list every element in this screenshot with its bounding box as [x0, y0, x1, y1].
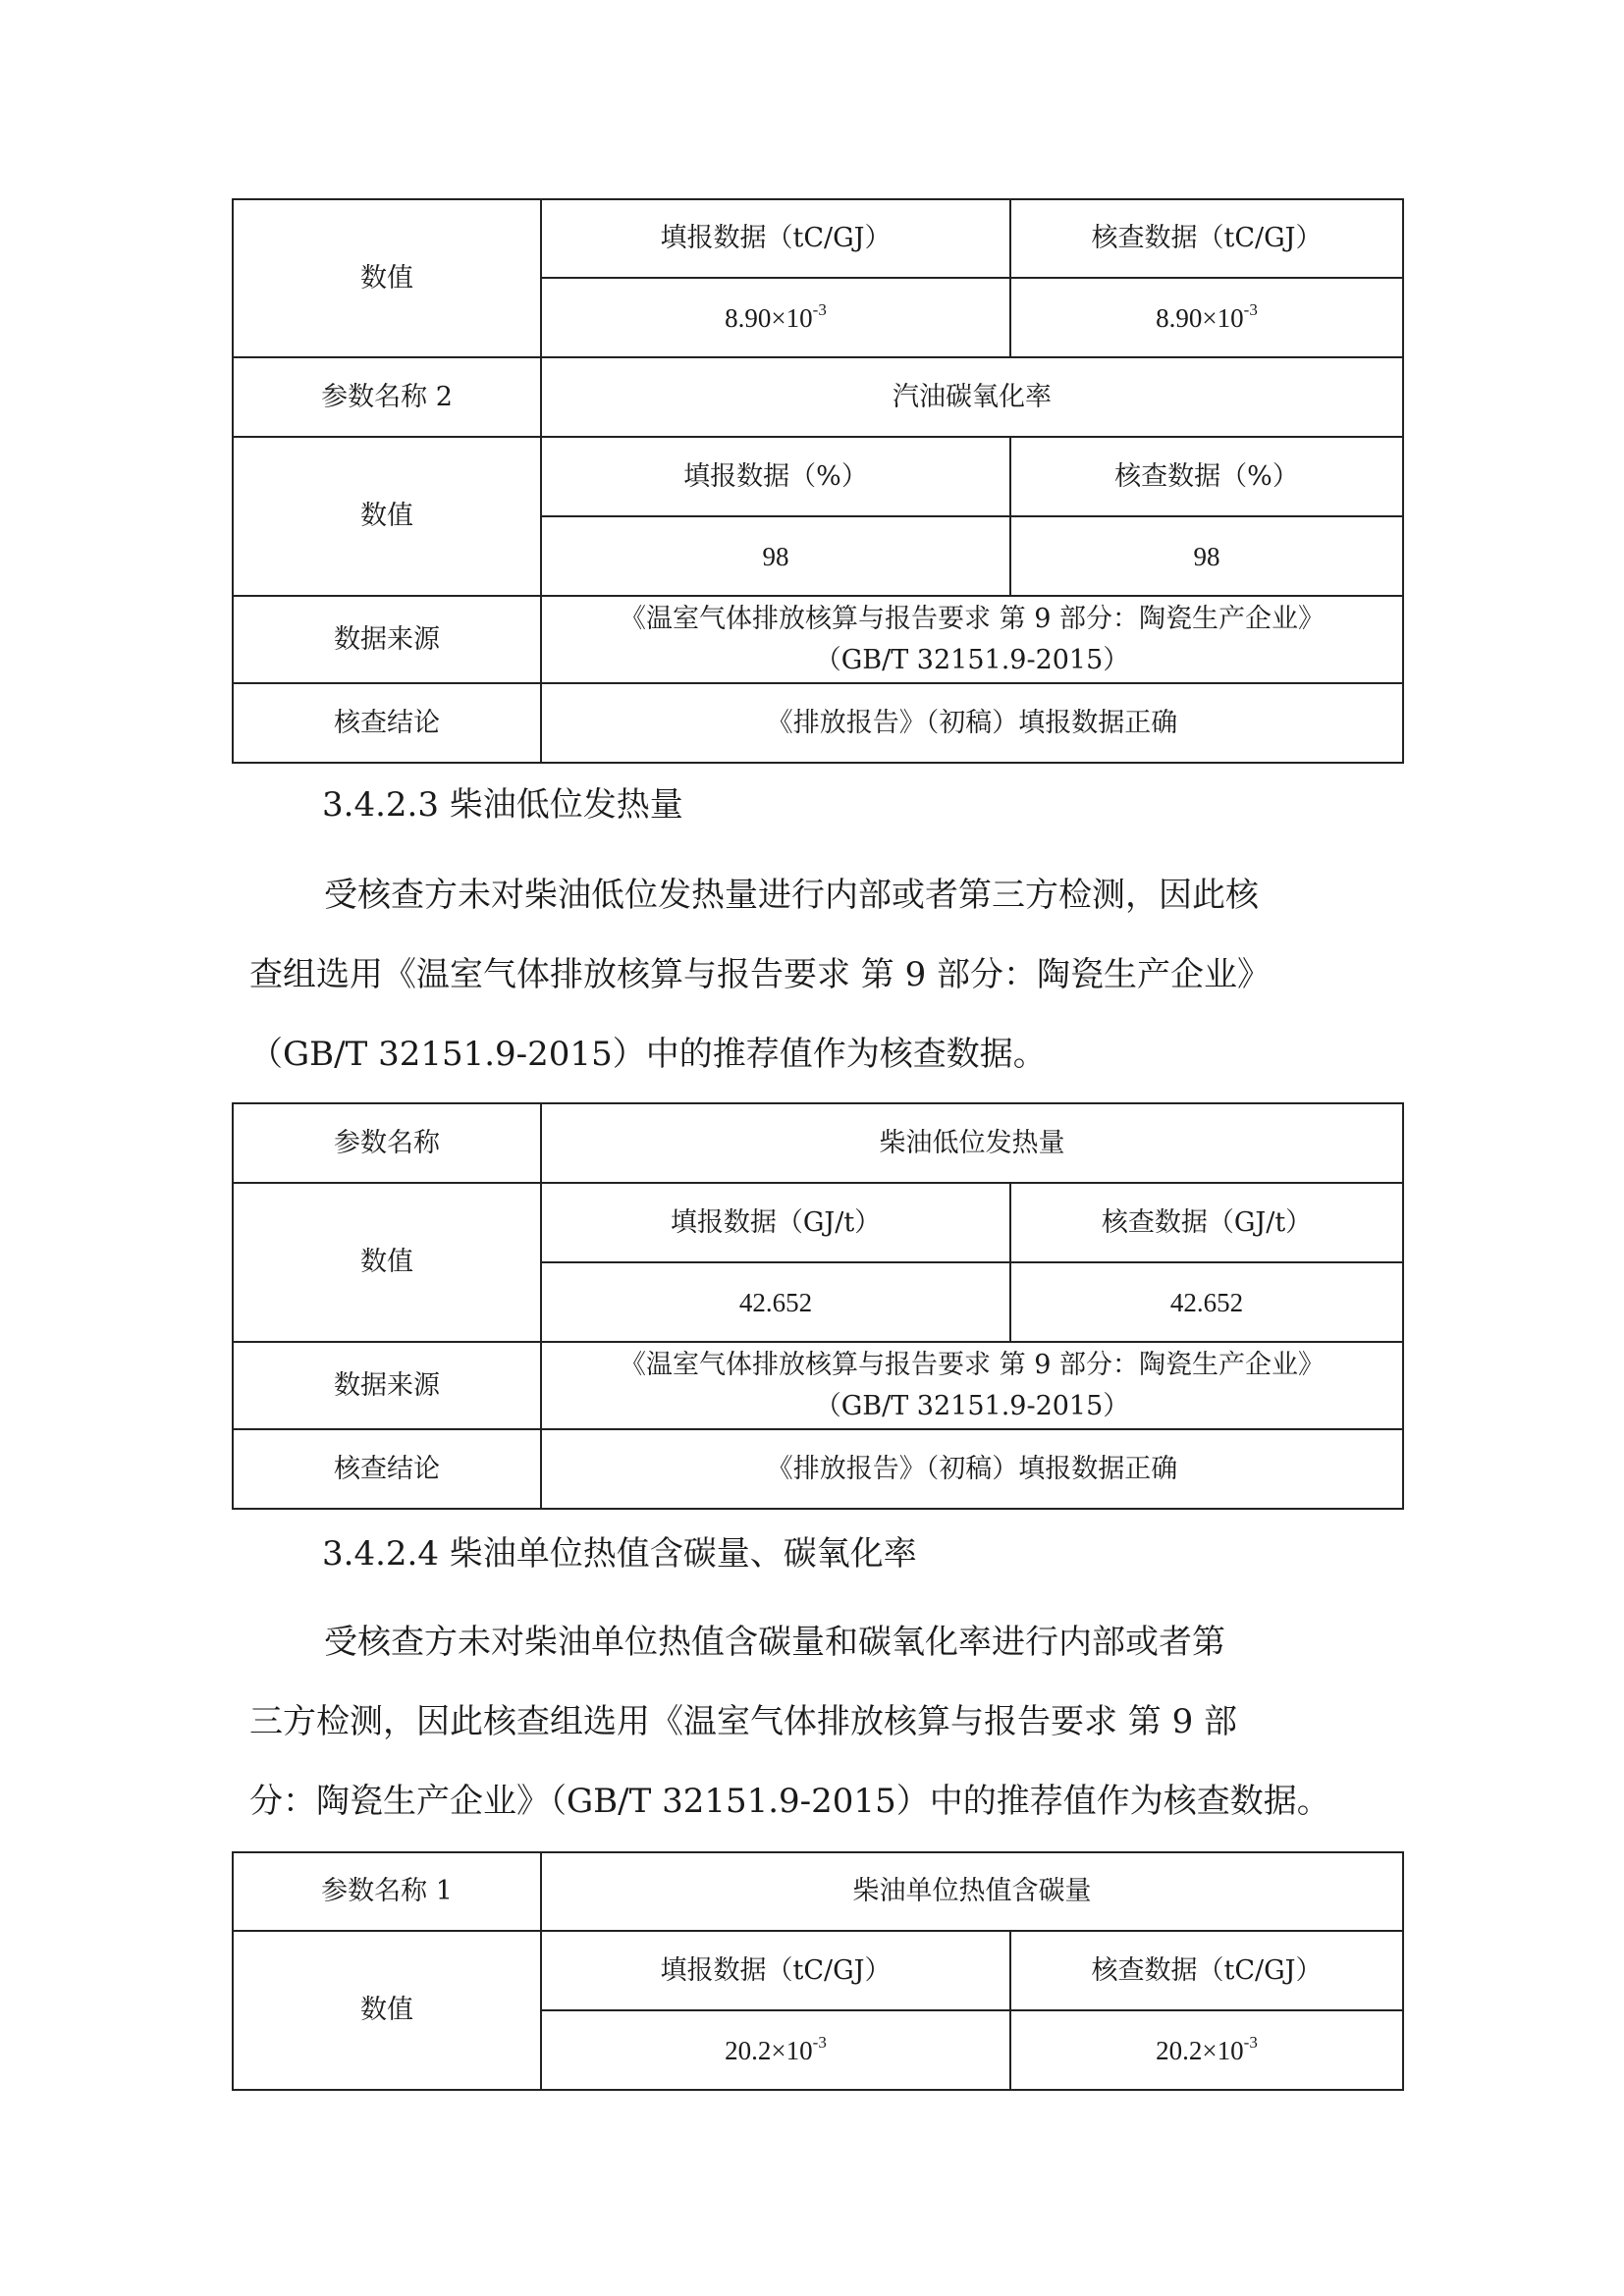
source-line-1: 《温室气体排放核算与报告要求 第 9 部分：陶瓷生产企业》	[620, 1349, 1325, 1380]
reported-value: $20.2\times 10^{-3}$	[541, 2010, 1010, 2090]
param-value: 汽油碳氧化率	[541, 357, 1403, 437]
value-label: 数值	[233, 437, 541, 596]
paragraph-line: 三方检测，因此核查组选用《温室气体排放核算与报告要求 第 9 部	[249, 1702, 1238, 1741]
section-heading-3423: 3.4.2.3 柴油低位发热量	[322, 785, 683, 825]
param-value: 柴油单位热值含碳量	[541, 1852, 1403, 1931]
reported-value: 42.652	[541, 1262, 1010, 1342]
conclusion-label: 核查结论	[233, 1429, 541, 1509]
reported-header: 填报数据（%）	[541, 437, 1010, 516]
source-value	[541, 596, 1403, 683]
verified-value: 98	[1010, 516, 1403, 596]
value-label: 数值	[233, 1183, 541, 1342]
reported-value: $8.90\times 10^{-3}$	[541, 278, 1010, 357]
paragraph-line: 分：陶瓷生产企业》（GB/T 32151.9-2015）中的推荐值作为核查数据。	[249, 1782, 1330, 1821]
source-line-1: 《温室气体排放核算与报告要求 第 9 部分：陶瓷生产企业》	[620, 603, 1325, 634]
paragraph-line: （GB/T 32151.9-2015）中的推荐值作为核查数据。	[249, 1035, 1047, 1074]
param-label: 参数名称	[233, 1103, 541, 1183]
verified-header: 核查数据（GJ/t）	[1010, 1183, 1403, 1262]
value-label: 数值	[233, 1931, 541, 2090]
conclusion-value: 《排放报告》（初稿）填报数据正确	[541, 683, 1403, 763]
value-label: 数值	[233, 199, 541, 357]
param-label: 参数名称 1	[233, 1852, 541, 1931]
gasoline-params-table	[232, 198, 1404, 764]
reported-header: 填报数据（GJ/t）	[541, 1183, 1010, 1262]
conclusion-label: 核查结论	[233, 683, 541, 763]
source-line-2: （GB/T 32151.9-2015）	[814, 644, 1130, 675]
verified-header: 核查数据（tC/GJ）	[1010, 199, 1403, 278]
source-value	[541, 1342, 1403, 1429]
paragraph-line: 受核查方未对柴油单位热值含碳量和碳氧化率进行内部或者第	[324, 1623, 1225, 1662]
diesel-ncv-table	[232, 1102, 1404, 1510]
reported-value: 98	[541, 516, 1010, 596]
verified-header: 核查数据（tC/GJ）	[1010, 1931, 1403, 2010]
paragraph-line: 查组选用《温室气体排放核算与报告要求 第 9 部分：陶瓷生产企业》	[249, 955, 1272, 994]
section-paragraph-3423	[249, 856, 1388, 1095]
source-label: 数据来源	[233, 596, 541, 683]
param-label: 参数名称 2	[233, 357, 541, 437]
diesel-carbon-content-table	[232, 1851, 1404, 2091]
reported-header: 填报数据（tC/GJ）	[541, 1931, 1010, 2010]
param-value: 柴油低位发热量	[541, 1103, 1403, 1183]
paragraph-line: 受核查方未对柴油低位发热量进行内部或者第三方检测，因此核	[324, 876, 1259, 915]
source-line-2: （GB/T 32151.9-2015）	[814, 1390, 1130, 1421]
source-label: 数据来源	[233, 1342, 541, 1429]
verified-value: $8.90\times 10^{-3}$	[1010, 278, 1403, 357]
verified-header: 核查数据（%）	[1010, 437, 1403, 516]
section-heading-3424: 3.4.2.4 柴油单位热值含碳量、碳氧化率	[322, 1534, 917, 1574]
section-paragraph-3424	[249, 1603, 1388, 1842]
verified-value: $20.2\times 10^{-3}$	[1010, 2010, 1403, 2090]
conclusion-value: 《排放报告》（初稿）填报数据正确	[541, 1429, 1403, 1509]
reported-header: 填报数据（tC/GJ）	[541, 199, 1010, 278]
verified-value: 42.652	[1010, 1262, 1403, 1342]
